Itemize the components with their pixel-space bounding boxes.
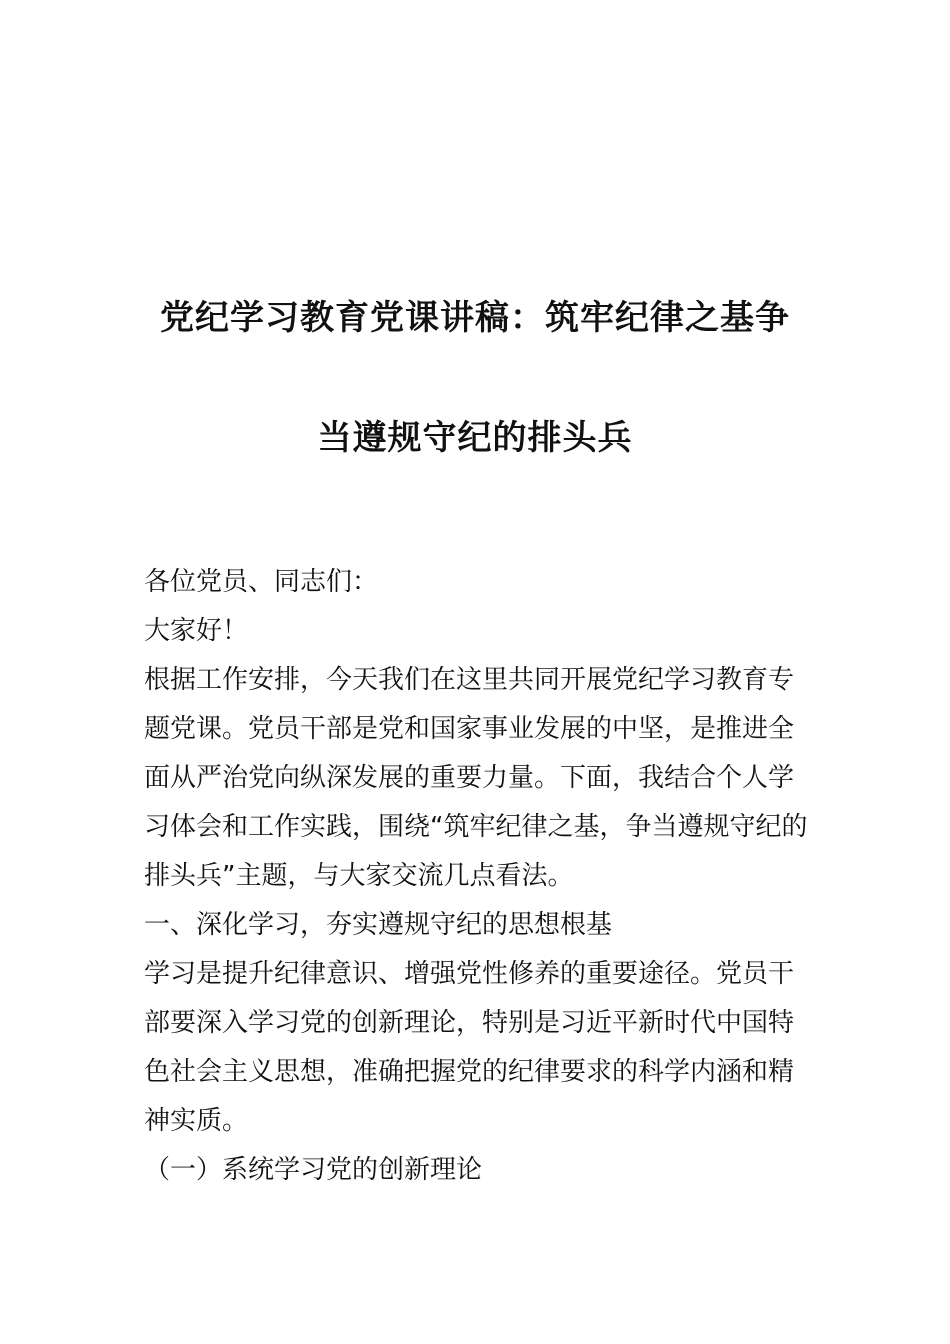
salutation: 各位党员、同志们：	[144, 567, 379, 597]
document-body	[144, 558, 808, 1195]
section-paragraph-1: 学习是提升纪律意识、增强党性修养的重要途径。党员干部要深入学习党的创新理论，特别是习近平新时代中国特色社会主义思想，准确把握党的纪律要求的科学内涵和精神实质。	[144, 959, 795, 1136]
document-title-line-2: 当遵规守纪的排头兵	[317, 418, 633, 458]
subsection-heading-1: （一）系统学习党的创新理论	[144, 1155, 483, 1185]
intro-paragraph: 根据工作安排，今天我们在这里共同开展党纪学习教育专题党课。党员干部是党和国家事业发展的中坚，是推进全面从严治党向纵深发展的重要力量。下面，我结合个人学习体会和工作实践，围绕“筑牢纪律之基，争当遵规守纪的排头兵”主题，与大家交流几点看法。	[144, 665, 808, 891]
greeting: 大家好！	[144, 616, 249, 646]
document-title-line-1: 党纪学习教育党课讲稿：筑牢纪律之基争	[160, 298, 790, 338]
section-heading-1: 一、深化学习，夯实遵规守纪的思想根基	[144, 910, 613, 940]
